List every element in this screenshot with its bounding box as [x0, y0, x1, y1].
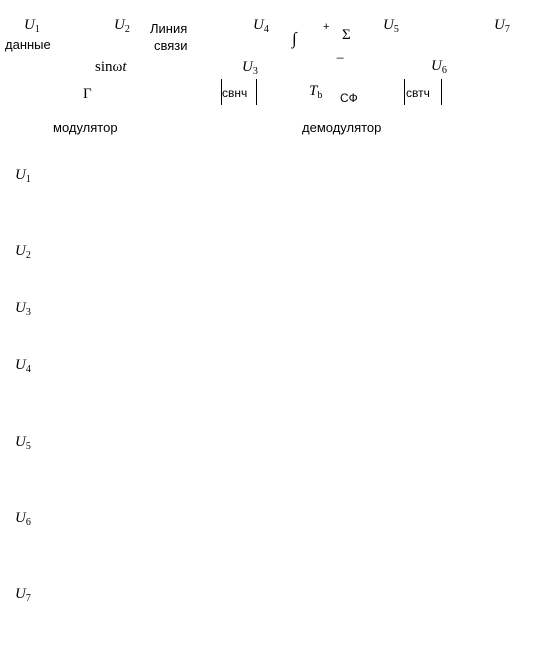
timing-label-u4: $U_4$	[15, 357, 31, 375]
svtch-bracket-right	[441, 79, 442, 105]
demodulator-label: демодулятор	[302, 120, 382, 135]
timing-label-u2: $U_2$	[15, 243, 31, 261]
u1-label: $U_1$	[24, 17, 40, 35]
svnch-bracket-right	[256, 79, 257, 105]
u7-label: $U_7$	[494, 17, 510, 35]
integrator-symbol: ∫	[292, 29, 297, 48]
timing-label-u7: $U_7$	[15, 586, 31, 604]
matched-filter-label: СФ	[340, 91, 358, 105]
data-input-label: данные	[5, 37, 51, 52]
timing-label-u5: $U_5$	[15, 434, 31, 452]
u6-label: $U_6$	[431, 58, 447, 76]
plus-sign: +	[323, 21, 330, 33]
timing-label-u3: $U_3$	[15, 300, 31, 318]
u2-label: $U_2$	[114, 17, 130, 35]
u5-label: $U_5$	[383, 17, 399, 35]
svnch-label: свнч	[222, 86, 248, 100]
carrier-label: sinωt	[95, 59, 127, 75]
channel-label-line2: связи	[154, 38, 188, 53]
timing-label-u1: $U_1$	[15, 167, 31, 185]
svtch-label: свтч	[406, 86, 430, 100]
channel-label-line1: Линия	[150, 21, 188, 36]
tb-label: $T_b$	[309, 83, 323, 101]
minus-sign: −	[336, 51, 345, 67]
modulator-label: модулятор	[53, 120, 118, 135]
svtch-bracket-left	[404, 79, 405, 105]
timing-label-u6: $U_6$	[15, 510, 31, 528]
summator-symbol: Σ	[342, 27, 351, 43]
u4-label: $U_4$	[253, 17, 269, 35]
generator-label: Г	[83, 86, 92, 102]
u3-label: $U_3$	[242, 59, 258, 77]
